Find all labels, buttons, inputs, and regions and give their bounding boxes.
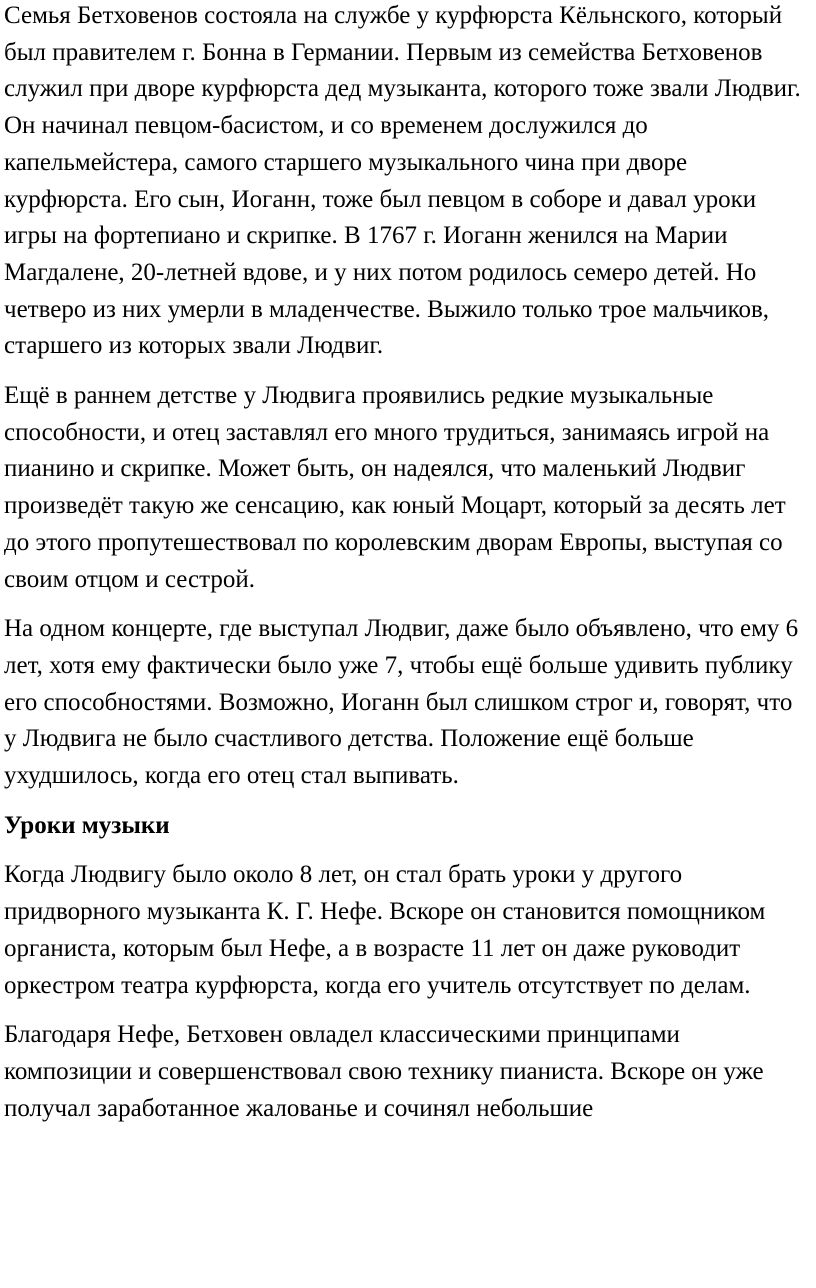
- paragraph-composition-skills: Благодаря Нефе, Бетховен овладел классическими принципами композиции и совершенствовал свою технику пианиста. Вскоре он уже получал заработанное жалованье и сочинял небольшие: [4, 1021, 764, 1122]
- paragraph-neefe-lessons: Когда Людвигу было около 8 лет, он стал брать уроки у другого придворного музыканта К. Г. Нефе. Вскоре он становится помощником органиста, которым был Нефе, а в возрасте 11 лет он даже руководит оркестром театра курфюрста, когда его учитель отсутствует по делам.: [4, 861, 766, 999]
- document-page: [4, 0, 810, 1127]
- paragraph-concert-age: На одном концерте, где выступал Людвиг, даже было объявлено, что ему 6 лет, хотя ему фактически было уже 7, чтобы ещё больше удивить публику его способностями. Возможно, Иоганн был слишком строг и, говорят, что у Людвига не было счастливого детства. Положение ещё больше ухудшилось, когда его отец стал выпивать.: [4, 615, 799, 790]
- paragraph-family-history: Семья Бетховенов состояла на службе у курфюрста Кёльнского, который был правителем г. Бонна в Германии. Первым из семейства Бетховенов служил при дворе курфюрста дед музыканта, которого тоже звали Людвиг. Он начинал певцом-басистом, и со временем дослужился до капельмейстера, самого старшего музыкального чина при дворе курфюрста. Его сын, Иоганн, тоже был певцом в соборе и давал уроки игры на фортепиано и скрипке. В 1767 г. Иоганн женился на Марии Магдалене, 20-летней вдове, и у них потом родилось семеро детей. Но четверо из них умерли в младенчестве. Выжило только трое мальчиков, старшего из которых звали Людвиг.: [4, 2, 801, 360]
- paragraph-early-talent: Ещё в раннем детстве у Людвига проявились редкие музыкальные способности, и отец заставлял его много трудиться, занимаясь игрой на пианино и скрипке. Может быть, он надеялся, что маленький Людвиг произведёт такую же сенсацию, как юный Моцарт, который за десять лет до этого пропутешествовал по королевским дворам Европы, выступая со своим отцом и сестрой.: [4, 382, 786, 593]
- section-heading-music-lessons: Уроки музыки: [4, 811, 170, 839]
